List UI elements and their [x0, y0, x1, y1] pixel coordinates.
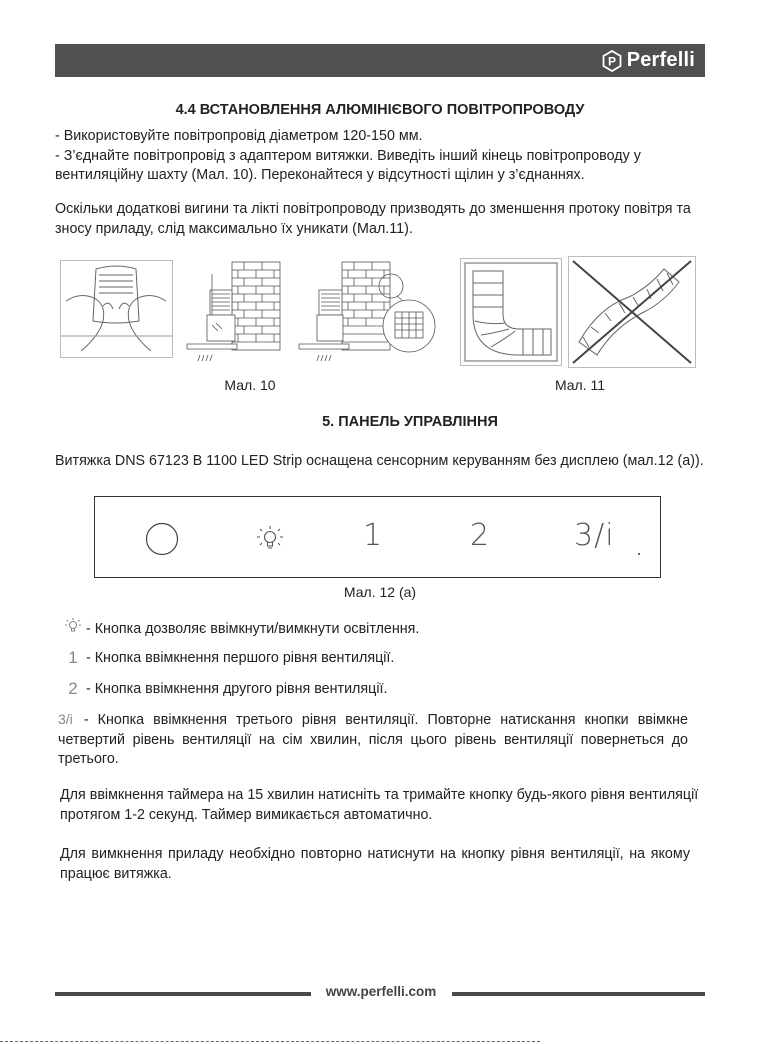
level-2-button: 2	[470, 518, 490, 553]
level-1-icon: 1	[68, 648, 78, 667]
header-bar	[55, 44, 705, 77]
level-1-button: 1	[363, 518, 383, 553]
footer-rule-right	[452, 992, 705, 996]
legend-item-light	[62, 617, 419, 640]
legend-item-level-2	[62, 679, 387, 699]
fig11-smooth-bend-illustration	[460, 258, 562, 366]
fig10-hands-illustration	[60, 260, 173, 358]
legend-text-level-1: - Кнопка ввімкнення першого рівня вентиляції.	[86, 650, 395, 666]
light-bulb-icon	[62, 617, 84, 640]
level-3-icon: 3/i	[58, 711, 73, 727]
footer-url: www.perfelli.com	[325, 984, 437, 999]
panel-dot	[638, 553, 640, 555]
svg-text:P: P	[607, 54, 616, 68]
perfelli-logo-icon	[602, 50, 622, 72]
instruction-line-2: - З’єднайте повітропровід з адаптером витяжки. Виведіть інший кінець повітропроводу у вентиляційну шахту (Мал. 10). Переконайтеся у відсутності щілин у з’єднаннях.	[55, 147, 641, 184]
section-4-4-text	[55, 127, 707, 186]
level-3-info-button: 3/i	[574, 518, 615, 553]
legend-text-level-3: - Кнопка ввімкнення третього рівня вентиляції. Повторне натискання кнопки ввімкне четвертий рівень вентиляції на сім хвилин, після цього рівень вентиляції повернеться до третього.	[58, 712, 688, 768]
section-title-5: 5. ПАНЕЛЬ УПРАВЛІННЯ	[322, 414, 498, 430]
fig12-caption: Мал. 12 (а)	[343, 584, 417, 600]
fig10-caption: Мал. 10	[224, 377, 276, 393]
bottom-cut-line	[0, 1041, 540, 1042]
power-off-paragraph: Для вимкнення приладу необхідно повторно натиснути на кнопку рівня вентиляції, на якому працює витяжка.	[60, 846, 690, 882]
section-title-4-4: 4.4 ВСТАНОВЛЕННЯ АЛЮМІНІЄВОГО ПОВІТРОПРОВОДУ	[175, 102, 585, 118]
instruction-line-1: - Використовуйте повітропровід діаметром 120-150 мм.	[55, 128, 423, 144]
timer-paragraph: Для ввімкнення таймера на 15 хвилин натисніть та тримайте кнопку будь-якого рівня вентиляції протягом 1-2 секунд. Таймер вимикається автоматично.	[60, 787, 699, 823]
control-panel-figure	[94, 496, 661, 578]
brand-logo	[602, 48, 695, 73]
section-4-4-note: Оскільки додаткові вигини та лікті повітропроводу призводять до зменшення протоку повітря та зносу приладу, слід максимально їх уникати (Мал.11).	[55, 201, 691, 237]
power-icon	[145, 522, 179, 561]
legend-text-level-2: - Кнопка ввімкнення другого рівня вентиляції.	[86, 681, 388, 697]
footer-rule-left	[55, 992, 311, 996]
legend-text-light: - Кнопка дозволяє ввімкнути/вимкнути освітлення.	[86, 620, 420, 637]
level-2-icon: 2	[68, 679, 78, 698]
section-5-intro: Витяжка DNS 67123 B 1100 LED Strip оснащена сенсорним керуванням без дисплею (мал.12 (а)).	[55, 453, 704, 469]
brand-name: Perfelli	[626, 49, 695, 71]
light-bulb-icon	[255, 524, 285, 559]
legend-item-level-1	[62, 648, 394, 668]
fig10-duct-detail-illustration	[297, 260, 437, 368]
fig11-crossed-bend-illustration	[568, 256, 696, 368]
fig11-caption: Мал. 11	[554, 377, 606, 393]
fig10-duct-wall-illustration	[182, 260, 287, 368]
legend-item-level-3	[58, 710, 688, 770]
